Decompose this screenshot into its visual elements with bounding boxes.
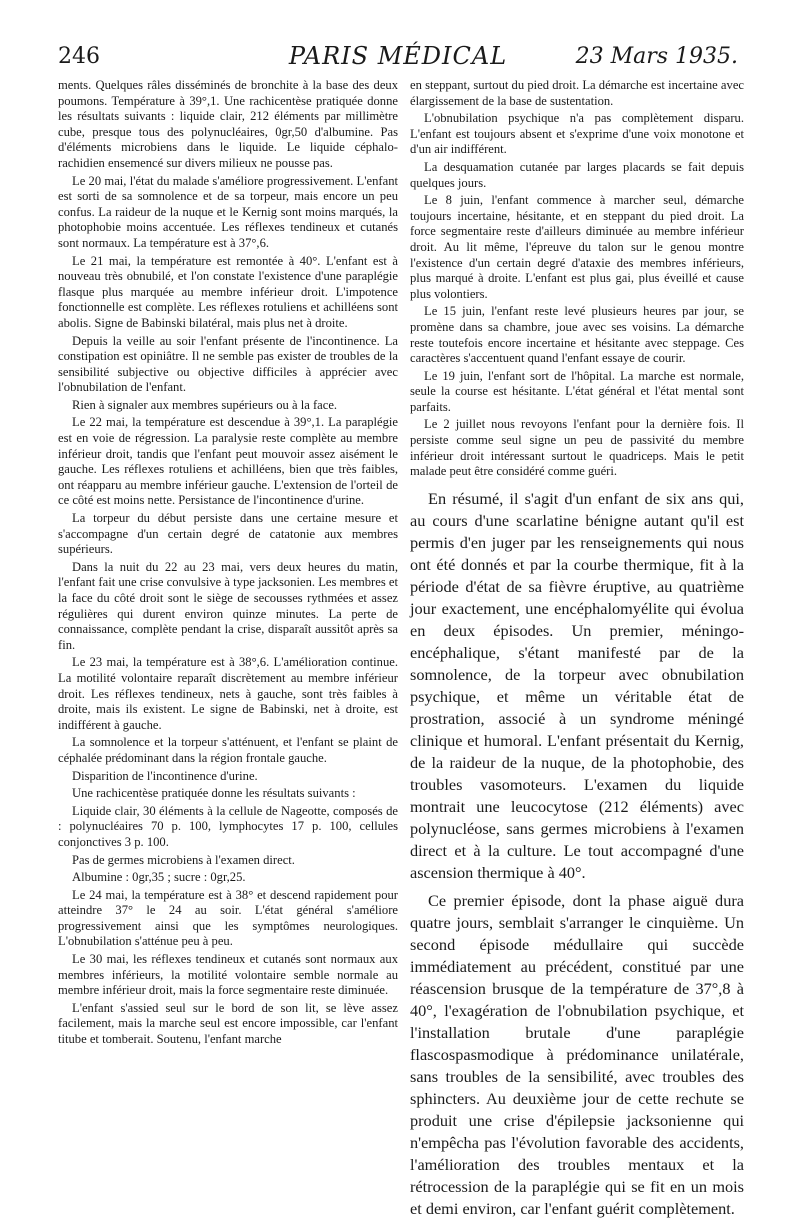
journal-title: PARIS MÉDICAL xyxy=(288,42,508,70)
paragraph: Ce premier épisode, dont la phase aiguë dura quatre jours, semblait s'arranger le cinquième. Un second épisode médullaire qui succède immédiatement au précédent, constitué par une réascension brusque de la température de 37°,8 à 40°, l'exagération de l'obnubilation psychique, et l'installation brutale d'une paraplégie flascospasmodique à prédominance unilatérale, sans troubles de la sensibilité, avec troubles des sphincters. Au deuxième jour de cette rechute se produit une crise d'épilepsie jacksonienne qui n'empêcha pas l'évolution favorable des accidents, l'amélioration des troubles mentaux et la rétrocession de la paraplégie qui se fit en un mois et demi environ, car l'enfant guérit complètement. xyxy=(410,890,744,1218)
paragraph: Depuis la veille au soir l'enfant présente de l'incontinence. La constipation est opiniâtre. Il ne semble pas exister de troubles de la sensibilité subjective ou objective difficiles à apprécier avec l'obnubilation de l'enfant. xyxy=(58,333,398,395)
left-column xyxy=(58,78,398,1050)
page-header xyxy=(58,40,738,70)
paragraph: ments. Quelques râles disséminés de bronchite à la base des deux poumons. Température à 39°,1. Une rachicentèse pratiquée donne les résultats suivants : liquide clair, 212 éléments par millimètre cube, presque tous des polynucléaires, 0gr,50 d'albumine. Pas d'éléments microbiens dans le liquide. Le liquide céphalo-rachidien ensemencé sur divers milieux ne pousse pas. xyxy=(58,78,398,170)
paragraph: Le 15 juin, l'enfant reste levé plusieurs heures par jour, se promène dans sa chambre, joue avec ses voisins. La démarche reste toutefois encore incertaine et hésitante avec steppage. Ces caractères s'accentuent quand l'enfant essaye de courir. xyxy=(410,304,744,366)
paragraph: L'obnubilation psychique n'a pas complètement disparu. L'enfant est toujours absent et s'exprime d'une voix monotone et d'un air indifférent. xyxy=(410,111,744,157)
summary-section xyxy=(410,488,744,1220)
paragraph: Dans la nuit du 22 au 23 mai, vers deux heures du matin, l'enfant fait une crise convulsive à type jacksonien. Les membres et la face du côté droit sont le siège de secousses rythmées et assez régulières qui durent environ quinze minutes. La perte de connaissance, complète pendant la crise, disparaît aussitôt après sa fin. xyxy=(58,559,398,652)
paragraph: En résumé, il s'agit d'un enfant de six ans qui, au cours d'une scarlatine bénigne autant qu'il est permis d'en juger par les renseignements qui nous ont été donnés et par la courbe thermique, fit à la période d'état de sa fièvre éruptive, au quatrième jour exactement, une encéphalomyélite qui évolua en deux épisodes. Un premier, méningo-encéphalique, s'étant manifesté par de la somnolence, de la torpeur avec obnubilation psychique, et même un véritable état de prostration, associé à un syndrome méningé clinique et humoral. L'enfant présentait du Kernig, de la raideur de la nuque, de la photophobie, des troubles vasomoteurs. L'examen du liquide montrait une leucocytose (212 éléments) avec polynucléose, sans germes microbiens à l'examen direct et à la culture. Le tout accompagné d'une ascension thermique à 40°. xyxy=(410,488,744,882)
paragraph: Rien à signaler aux membres supérieurs ou à la face. xyxy=(72,397,338,412)
paragraph: Pas de germes microbiens à l'examen direct. xyxy=(72,852,295,867)
paragraph: en steppant, surtout du pied droit. La démarche est incertaine avec élargissement de la base de sustentation. xyxy=(410,78,744,108)
paragraph: Disparition de l'incontinence d'urine. xyxy=(72,768,258,783)
paragraph: Le 8 juin, l'enfant commence à marcher seul, démarche toujours incertaine, hésitante, et en steppant du pied droit. La force segmentaire reste d'ailleurs diminuée au membre inférieur droit. Au lit même, l'épreuve du talon sur le genou montre l'existence d'un certain degré d'ataxie des membres inférieurs, plus marqué à droite. L'enfant est plus gai, plus éveillé et cause plus volontiers. xyxy=(410,193,744,301)
paragraph: Le 19 juin, l'enfant sort de l'hôpital. La marche est normale, seule la course est hésitante. L'état général et l'état mental sont parfaits. xyxy=(410,368,744,414)
page-number: 246 xyxy=(58,44,100,69)
paragraph: Le 23 mai, la température est à 38°,6. L'amélioration continue. La motilité volontaire reparaît discrètement au membre inférieur droit. Les réflexes tendineux, nets à gauche, sont très faibles à droite, mais ils existent. Le signe de Babinski, net à droite, est indifférent à gauche. xyxy=(58,655,398,732)
paragraph: Le 22 mai, la température est descendue à 39°,1. La paraplégie est en voie de régression. La paralysie reste complète au membre inférieur droit, tandis que l'enfant peut mouvoir assez aisément le gauche. Les réflexes rotuliens et achilléens, bien que très faibles, ont réapparu au membre inférieur gauche. L'extension de l'orteil de ce côté est moins nette. Persistance de l'incontinence d'urine. xyxy=(58,415,398,508)
paragraph: La torpeur du début persiste dans une certaine mesure et s'accompagne d'un certain degré de catatonie aux membres supérieurs. xyxy=(58,511,398,557)
paragraph: Le 24 mai, la température est à 38° et descend rapidement pour atteindre 37° le 24 au soir. L'état général s'améliore progressivement ainsi que les symptômes neurologiques. L'obnubilation s'atténue peu à peu. xyxy=(58,887,398,949)
paragraph: Une rachicentèse pratiquée donne les résultats suivants : xyxy=(72,786,356,801)
paragraph: Albumine : 0gr,35 ; sucre : 0gr,25. xyxy=(72,870,246,885)
paragraph: Le 21 mai, la température est remontée à 40°. L'enfant est à nouveau très obnubilé, et l'on constate l'existence d'une paraplégie flasque plus marquée au membre inférieur droit. L'impotence fonctionnelle est complète. Les réflexes rotuliens et achilléens sont abolis. Signe de Babinski bilatéral, mais plus net à droite. xyxy=(58,253,398,330)
paragraph: La somnolence et la torpeur s'atténuent, et l'enfant se plaint de céphalée prédominant dans la région frontale gauche. xyxy=(58,735,398,765)
issue-date: 23 Mars 1935. xyxy=(575,44,738,69)
paragraph: Le 2 juillet nous revoyons l'enfant pour la dernière fois. Il persiste comme seul signe un peu de passivité du membre inférieur droit intéressant surtout le quadriceps. Mais le petit malade peut être considéré comme guéri. xyxy=(410,417,744,479)
paragraph: Liquide clair, 30 éléments à la cellule de Nageotte, composés de : polynucléaires 70 p. 100, lymphocytes 17 p. 100, cellules conjonctives 3 p. 100. xyxy=(58,803,398,849)
paragraph: La desquamation cutanée par larges placards se fait depuis quelques jours. xyxy=(410,159,744,190)
paragraph: Le 30 mai, les réflexes tendineux et cutanés sont normaux aux membres inférieurs, la motilité volontaire semble normale au membre inférieur droit, mais la force segmentaire reste diminuée. xyxy=(58,952,398,998)
case-notes xyxy=(410,78,744,480)
paragraph: Le 20 mai, l'état du malade s'améliore progressivement. L'enfant est sorti de sa somnolence et de sa torpeur, mais encore un peu confus. La raideur de la nuque et le Kernig sont moins marqués, la photophobie moins accentuée. Les réflexes tendineux et cutanés sont normaux. La température est à 37°,6. xyxy=(58,173,398,250)
right-column xyxy=(410,78,744,1226)
paragraph: L'enfant s'assied seul sur le bord de son lit, se lève assez facilement, mais la marche seul est encore impossible, car l'enfant titube et tomberait. Soutenu, l'enfant marche xyxy=(58,1000,398,1047)
